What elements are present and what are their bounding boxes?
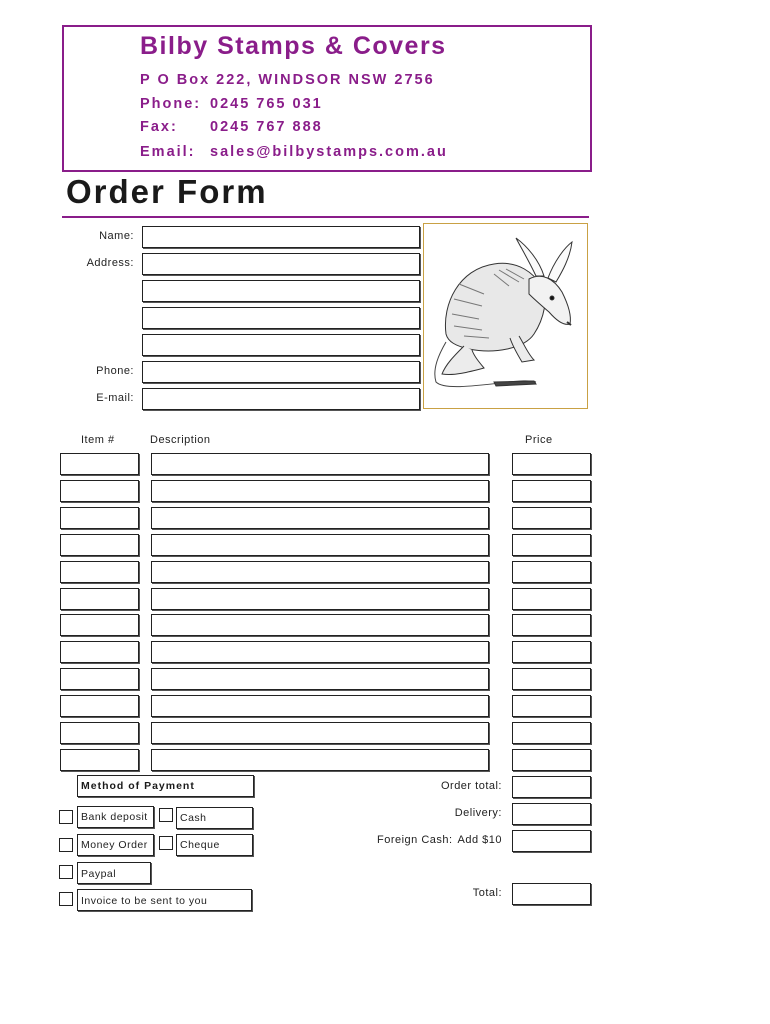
- price-field[interactable]: [512, 749, 591, 771]
- item-column-header: Item #: [81, 434, 115, 446]
- phone-label: Phone:: [140, 96, 202, 112]
- description-column-header: Description: [150, 434, 211, 446]
- item-number-field[interactable]: [60, 534, 139, 556]
- description-field[interactable]: [151, 668, 489, 690]
- item-number-field[interactable]: [60, 668, 139, 690]
- company-name: Bilby Stamps & Covers: [140, 32, 447, 60]
- description-field[interactable]: [151, 561, 489, 583]
- name-field[interactable]: [142, 226, 420, 248]
- money-order-label: Money Order: [81, 839, 148, 851]
- address-field-line-4[interactable]: [142, 334, 420, 356]
- company-email: sales@bilbystamps.com.au: [210, 144, 448, 160]
- delivery-field[interactable]: [512, 803, 591, 825]
- price-field[interactable]: [512, 614, 591, 636]
- item-number-field[interactable]: [60, 722, 139, 744]
- cash-label: Cash: [180, 812, 207, 824]
- cash-checkbox[interactable]: [159, 808, 173, 822]
- total-field[interactable]: [512, 883, 591, 905]
- address-label: Address:: [86, 257, 134, 269]
- invoice-label: Invoice to be sent to you: [81, 895, 208, 907]
- item-number-field[interactable]: [60, 614, 139, 636]
- price-field[interactable]: [512, 561, 591, 583]
- page-title: Order Form: [66, 173, 268, 210]
- delivery-label: Delivery:: [454, 807, 502, 819]
- add-fee-label: Add $10: [457, 834, 502, 846]
- description-field[interactable]: [151, 722, 489, 744]
- price-field[interactable]: [512, 695, 591, 717]
- bank-deposit-label: Bank deposit: [81, 811, 148, 823]
- price-field[interactable]: [512, 480, 591, 502]
- bilby-image: [423, 223, 588, 409]
- item-number-field[interactable]: [60, 561, 139, 583]
- description-field[interactable]: [151, 480, 489, 502]
- item-number-field[interactable]: [60, 695, 139, 717]
- paypal-label: Paypal: [81, 868, 117, 880]
- item-number-field[interactable]: [60, 641, 139, 663]
- email-field-label: E-mail:: [96, 392, 134, 404]
- money-order-checkbox[interactable]: [59, 838, 73, 852]
- item-number-field[interactable]: [60, 453, 139, 475]
- description-field[interactable]: [151, 695, 489, 717]
- price-field[interactable]: [512, 641, 591, 663]
- company-address: P O Box 222, WINDSOR NSW 2756: [140, 72, 435, 88]
- order-total-field[interactable]: [512, 776, 591, 798]
- total-label: Total:: [472, 887, 502, 899]
- paypal-checkbox[interactable]: [59, 865, 73, 879]
- phone-field-label: Phone:: [96, 365, 134, 377]
- description-field[interactable]: [151, 507, 489, 529]
- description-field[interactable]: [151, 614, 489, 636]
- email-field[interactable]: [142, 388, 420, 410]
- order-total-label: Order total:: [440, 780, 502, 792]
- description-field[interactable]: [151, 534, 489, 556]
- item-number-field[interactable]: [60, 480, 139, 502]
- phone-field[interactable]: [142, 361, 420, 383]
- foreign-cash-field[interactable]: [512, 830, 591, 852]
- item-number-field[interactable]: [60, 749, 139, 771]
- cheque-checkbox[interactable]: [159, 836, 173, 850]
- address-field-line-1[interactable]: [142, 253, 420, 275]
- price-field[interactable]: [512, 668, 591, 690]
- price-field[interactable]: [512, 507, 591, 529]
- bilby-illustration-icon: [424, 224, 587, 408]
- price-field[interactable]: [512, 453, 591, 475]
- name-label: Name:: [99, 230, 134, 242]
- price-field[interactable]: [512, 534, 591, 556]
- email-label: Email:: [140, 144, 196, 160]
- cheque-label: Cheque: [180, 839, 220, 851]
- description-field[interactable]: [151, 453, 489, 475]
- foreign-cash-label: Foreign Cash:: [377, 834, 453, 846]
- description-field[interactable]: [151, 749, 489, 771]
- company-phone: 0245 765 031: [210, 96, 323, 112]
- address-field-line-3[interactable]: [142, 307, 420, 329]
- item-number-field[interactable]: [60, 507, 139, 529]
- bank-deposit-checkbox[interactable]: [59, 810, 73, 824]
- address-field-line-2[interactable]: [142, 280, 420, 302]
- price-field[interactable]: [512, 722, 591, 744]
- invoice-checkbox[interactable]: [59, 892, 73, 906]
- price-column-header: Price: [525, 434, 553, 446]
- item-number-field[interactable]: [60, 588, 139, 610]
- title-divider: [62, 216, 589, 218]
- price-field[interactable]: [512, 588, 591, 610]
- description-field[interactable]: [151, 588, 489, 610]
- fax-label: Fax:: [140, 119, 178, 135]
- payment-method-heading: Method of Payment: [81, 780, 195, 792]
- company-fax: 0245 767 888: [210, 119, 323, 135]
- description-field[interactable]: [151, 641, 489, 663]
